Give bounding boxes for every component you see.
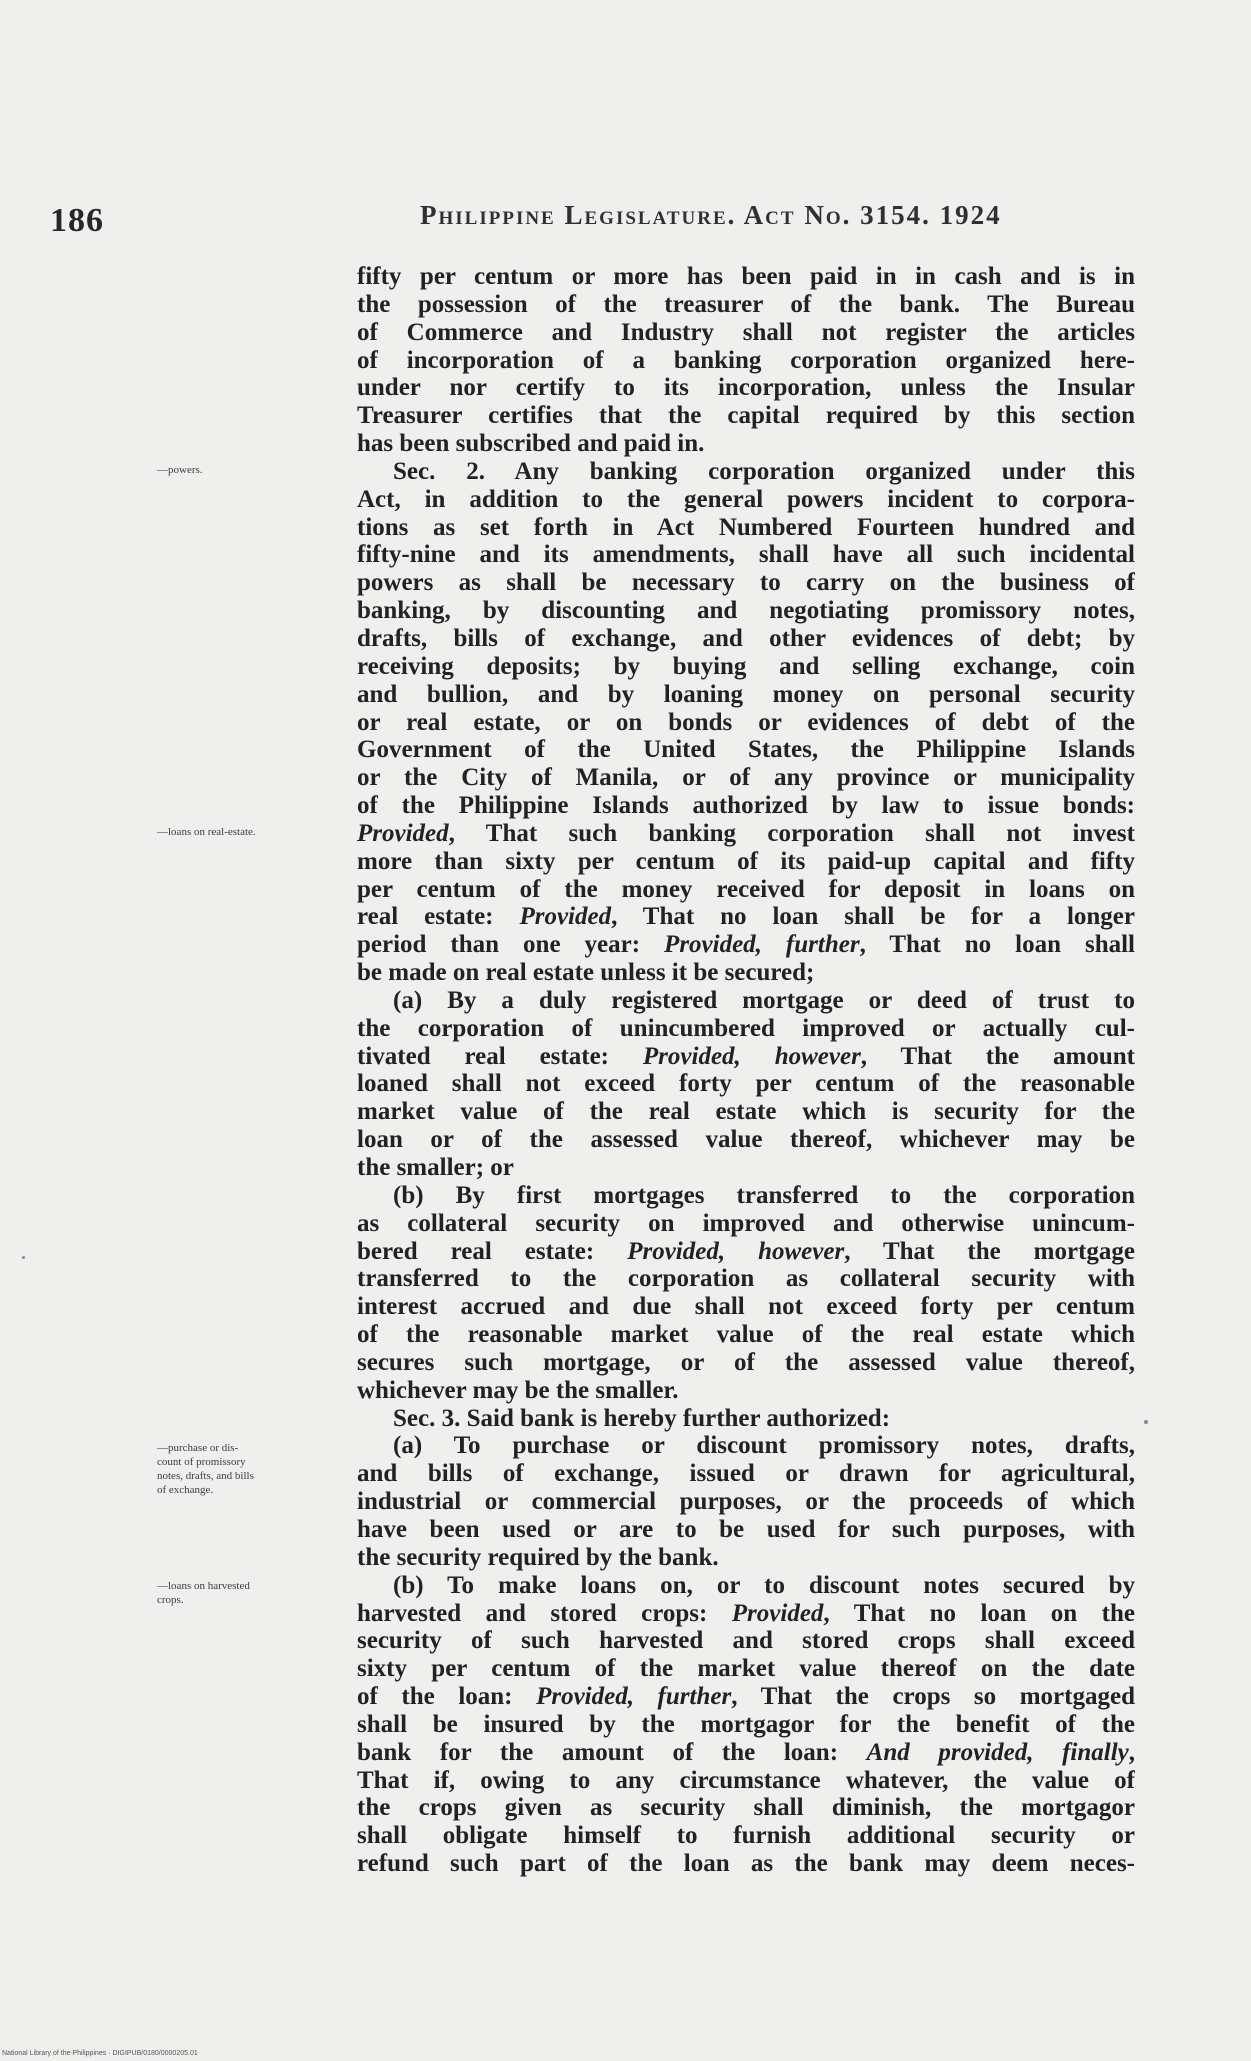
page-number: 186	[50, 202, 104, 239]
body-line: the security required by the bank.	[357, 1543, 719, 1571]
margin-note-line: —loans on real-estate.	[157, 826, 256, 838]
body-line: tions as set forth in Act Numbered Fourteen hundred and	[357, 513, 1135, 541]
body-line: of the Philippine Islands authorized by law to issue bonds:	[357, 792, 1135, 820]
body-line: Act, in addition to the general powers incident to corpora-	[357, 485, 1135, 513]
margin-note-purchase-discount	[157, 1441, 357, 1497]
body-line: and bills of exchange, issued or drawn for agricultural,	[357, 1460, 1135, 1488]
body-line: Provided, That such banking corporation shall not invest	[357, 819, 1135, 847]
body-line: Sec. 3. Said bank is hereby further authorized:	[393, 1404, 891, 1432]
body-line: market value of the real estate which is security for the	[357, 1098, 1135, 1126]
body-line: That if, owing to any circumstance whatever, the value of	[357, 1766, 1135, 1794]
body-line: and bullion, and by loaning money on personal security	[357, 680, 1135, 708]
body-line: banking, by discounting and negotiating promissory notes,	[357, 597, 1135, 625]
body-line: transferred to the corporation as collateral security with	[357, 1265, 1135, 1293]
margin-note-line: of exchange.	[157, 1484, 214, 1496]
margin-note-powers	[157, 463, 357, 477]
body-line: Treasurer certifies that the capital required by this section	[357, 402, 1135, 430]
body-line: or real estate, or on bonds or evidences of debt of the	[357, 708, 1135, 736]
body-line: of the loan: Provided, further, That the crops so mortgaged	[357, 1683, 1135, 1711]
margin-note-line: notes, drafts, and bills	[157, 1470, 254, 1482]
body-line: shall be insured by the mortgagor for the benefit of the	[357, 1710, 1135, 1738]
body-line: the smaller; or	[357, 1154, 514, 1181]
body-line: (b) By first mortgages transferred to the corporation	[393, 1181, 1135, 1209]
margin-note-line: count of promissory	[157, 1456, 246, 1468]
body-line: sixty per centum of the market value thereof on the date	[357, 1655, 1135, 1683]
body-line: (a) By a duly registered mortgage or deed of trust to	[393, 986, 1135, 1014]
scan-footer: National Library of the Philippines · DIGIPUB/0180/0000205.01	[2, 2050, 198, 2057]
body-line: fifty-nine and its amendments, shall have all such incidental	[357, 541, 1135, 569]
body-line: loaned shall not exceed forty per centum of the reasonable	[357, 1070, 1135, 1098]
body-line: harvested and stored crops: Provided, That no loan on the	[357, 1599, 1135, 1627]
margin-note-line: —loans on harvested	[157, 1580, 250, 1592]
body-line: Government of the United States, the Philippine Islands	[357, 736, 1135, 764]
body-line: per centum of the money received for deposit in loans on	[357, 875, 1135, 903]
body-line: of incorporation of a banking corporation organized here-	[357, 346, 1135, 374]
body-line: of the reasonable market value of the real estate which	[357, 1321, 1135, 1349]
body-line: refund such part of the loan as the bank may deem neces-	[357, 1850, 1135, 1878]
body-line: have been used or are to be used for such purposes, with	[357, 1515, 1135, 1543]
scan-speck	[22, 1256, 25, 1259]
body-line: or the City of Manila, or of any province or municipality	[357, 764, 1135, 792]
body-line: Sec. 2. Any banking corporation organized under this	[393, 457, 1135, 485]
margin-note-line: —purchase or dis-	[157, 1442, 239, 1454]
body-line: of Commerce and Industry shall not register the articles	[357, 318, 1135, 346]
body-line: under nor certify to its incorporation, unless the Insular	[357, 374, 1135, 402]
body-line: secures such mortgage, or of the assessed value thereof,	[357, 1348, 1135, 1376]
body-line: has been subscribed and paid in.	[357, 430, 705, 458]
body-line: (a) To purchase or discount promissory notes, drafts,	[393, 1432, 1135, 1460]
body-line: period than one year: Provided, further, That no loan shall	[357, 931, 1135, 959]
body-line: as collateral security on improved and otherwise unincum-	[357, 1209, 1135, 1237]
body-line: industrial or commercial purposes, or the proceeds of which	[357, 1488, 1135, 1516]
scan-speck	[1144, 1420, 1148, 1424]
body-line: the corporation of unincumbered improved or actually cul-	[357, 1014, 1135, 1042]
body-line: fifty per centum or more has been paid in in cash and is in	[357, 263, 1135, 290]
body-line: tivated real estate: Provided, however, That the amount	[357, 1042, 1135, 1070]
body-line: the crops given as security shall diminish, the mortgagor	[357, 1794, 1135, 1822]
body-line: more than sixty per centum of its paid-up capital and fifty	[357, 847, 1135, 875]
body-line: the possession of the treasurer of the bank. The Bureau	[357, 290, 1135, 318]
body-line: shall obligate himself to furnish additional security or	[357, 1822, 1135, 1850]
margin-note-line: crops.	[157, 1594, 184, 1606]
body-line: bered real estate: Provided, however, That the mortgage	[357, 1237, 1135, 1265]
body-line: real estate: Provided, That no loan shall be for a longer	[357, 903, 1135, 931]
body-line: drafts, bills of exchange, and other evidences of debt; by	[357, 624, 1135, 652]
running-head: Philippine Legislature. Act No. 3154. 1924	[420, 200, 1002, 230]
body-line: security of such harvested and stored crops shall exceed	[357, 1627, 1135, 1655]
body-line: receiving deposits; by buying and selling exchange, coin	[357, 652, 1135, 680]
body-line: powers as shall be necessary to carry on the business of	[357, 569, 1135, 597]
body-line: (b) To make loans on, or to discount notes secured by	[393, 1571, 1135, 1599]
body-line: interest accrued and due shall not exceed forty per centum	[357, 1293, 1135, 1321]
body-line: whichever may be the smaller.	[357, 1376, 679, 1404]
margin-note-line: —powers.	[157, 464, 203, 476]
body-line: loan or of the assessed value thereof, whichever may be	[357, 1126, 1135, 1154]
margin-note-loans-real-estate	[157, 825, 357, 839]
body-line: bank for the amount of the loan: And provided, finally,	[357, 1738, 1135, 1766]
body-text	[357, 263, 1135, 1878]
margin-note-harvested-crops	[157, 1579, 357, 1607]
body-line: be made on real estate unless it be secured;	[357, 959, 815, 987]
